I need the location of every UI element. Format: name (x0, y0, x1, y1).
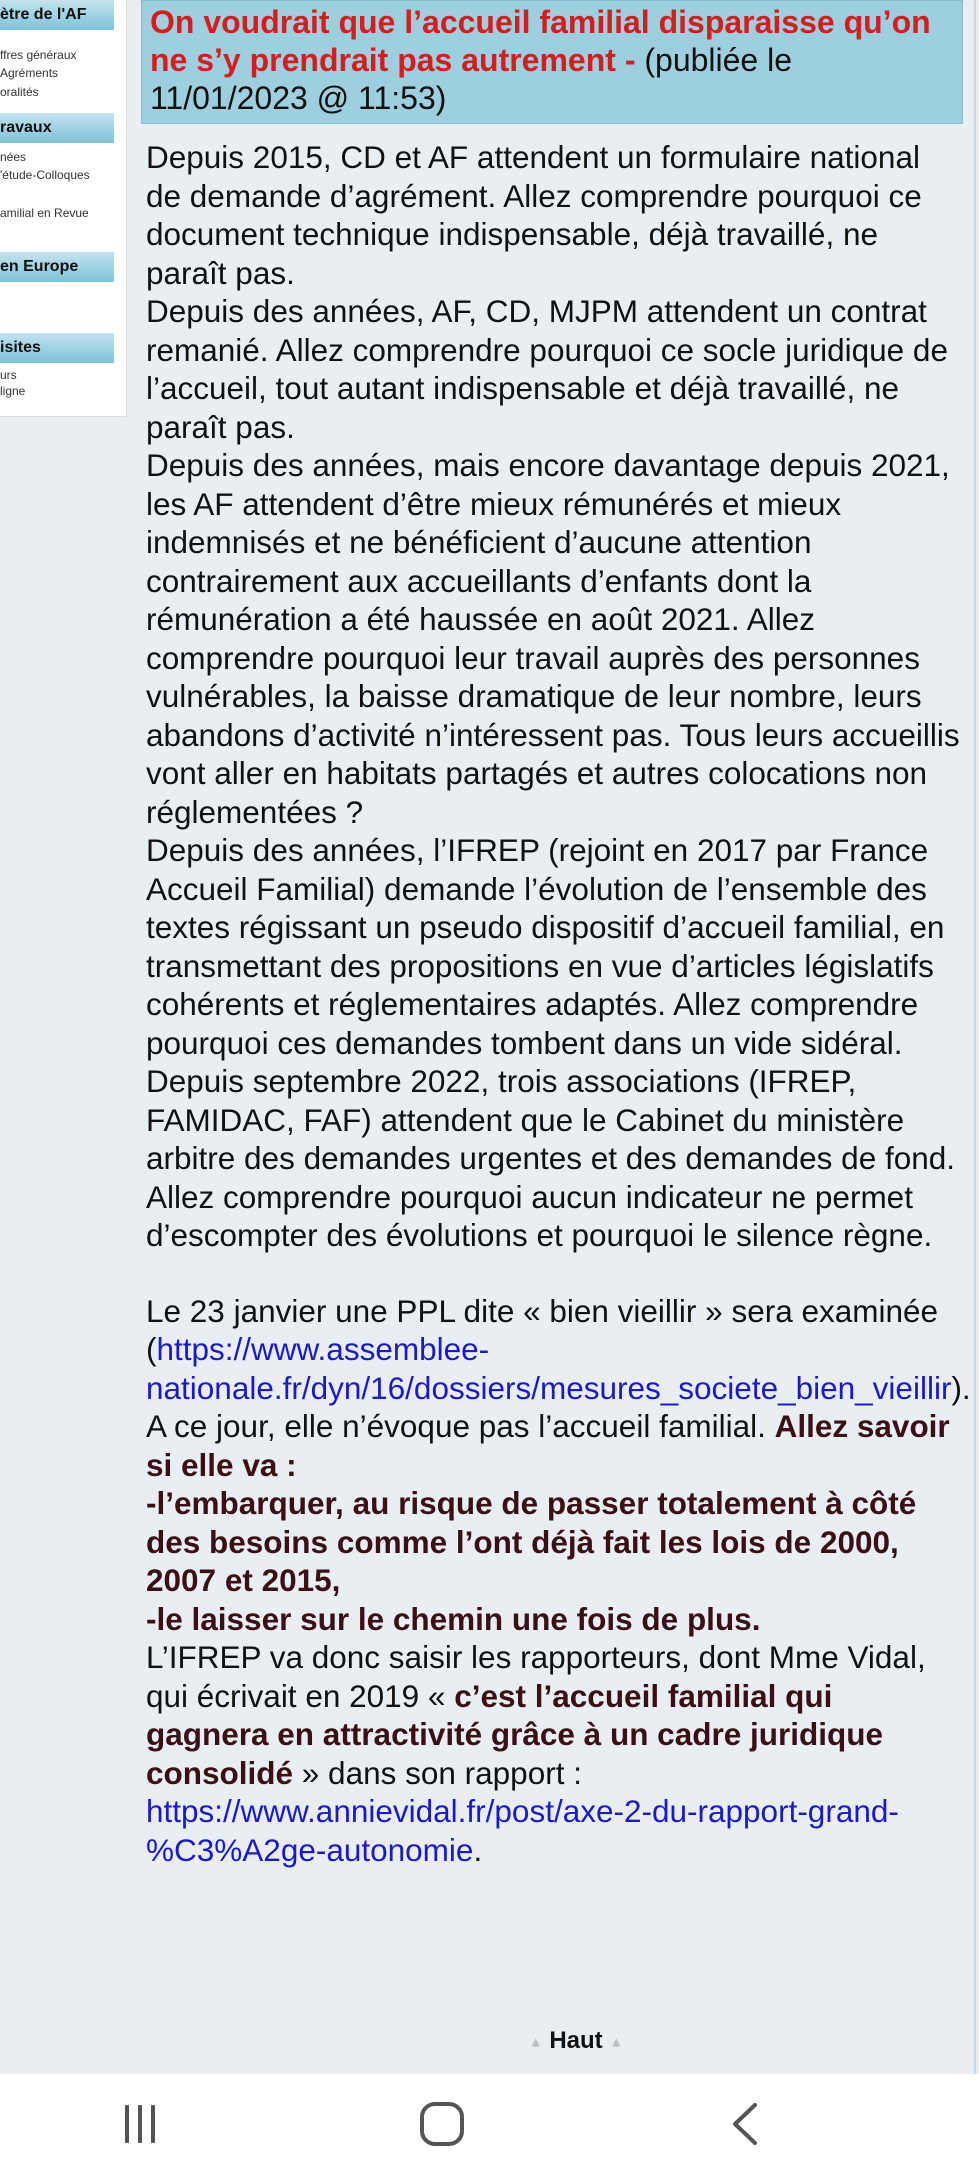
sidebar-section-visites[interactable]: isites (0, 333, 114, 363)
closing-text-after: » dans son rapport : (293, 1754, 582, 1791)
bullet-item: -l’embarquer, au risque de passer totalement à côté des besoins comme l’ont déjà fait les lois de 2000, 2007 et 2015, (146, 1485, 917, 1598)
sidebar-link[interactable]: urs (0, 368, 17, 382)
article-header (141, 0, 963, 124)
recents-icon (118, 2102, 162, 2146)
article (138, 0, 971, 2074)
ppl-paragraph (146, 1292, 971, 1485)
paragraph: Depuis septembre 2022, trois associations (IFREP, FAMIDAC, FAF) attendent que le Cabinet du ministère arbitre des demandes urgentes et des demandes de fond. Allez comprendre pourquoi aucun indicateur ne permet d’escompter des évolutions et pourquoi le silence règne. (146, 1063, 956, 1253)
sidebar-section-europe[interactable]: en Europe (0, 252, 114, 282)
up-arrow-icon: ▲ (609, 2033, 624, 2050)
bullet-item: -le laisser sur le chemin une fois de plus. (146, 1600, 761, 1637)
home-icon (417, 2099, 467, 2149)
title-dash: - (615, 42, 645, 78)
recents-button[interactable] (100, 2074, 180, 2174)
sidebar-link[interactable]: Agréments (0, 66, 59, 80)
back-to-top[interactable] (516, 2026, 636, 2056)
back-to-top-label[interactable]: Haut (549, 2027, 603, 2054)
sidebar (0, 0, 127, 417)
closing-paragraph (146, 1638, 962, 1869)
sidebar-link[interactable]: ligne (0, 384, 26, 398)
sidebar-link[interactable]: nées (0, 150, 27, 164)
vidal-report-link[interactable]: https://www.annievidal.fr/post/axe-2-du-rapport-grand-%C3%A2ge-autonomie (146, 1793, 899, 1868)
home-button[interactable] (400, 2074, 484, 2174)
paragraph: Depuis des années, l’IFREP (rejoint en 2017 par France Accueil Familial) demande l’évolution de l’ensemble des textes régissant un pseudo dispositif d’accueil familial, en transmettant des propositions en vue d’articles législatifs cohérents et réglementaires adaptés. Allez comprendre pourquoi ces demandes tombent dans un vide sidéral. (146, 832, 945, 1061)
paragraph: Depuis 2015, CD et AF attendent un formulaire national de demande d’agrément. Allez comprendre pourquoi ce document technique indispensable, déjà travaillé, ne paraît pas. (146, 139, 922, 291)
ppl-text: Le 23 janvier une PPL dite « bien vieillir » sera examinée ( (146, 1292, 939, 1367)
publish-date: (publiée le 11/01/2023 @ 11:53) (150, 42, 793, 116)
sidebar-section-af[interactable]: ètre de l'AF (0, 0, 114, 30)
ppl-bold: Allez savoir si elle va : (146, 1408, 950, 1483)
vidal-quote: c’est l’accueil familial qui gagnera en attractivité grâce à un cadre juridique consolidé (146, 1677, 883, 1791)
divider (974, 0, 976, 2074)
article-title[interactable]: On voudrait que l’accueil familial disparaisse qu’on ne s’y prendrait pas autrement (150, 4, 931, 78)
up-arrow-icon: ▲ (528, 2033, 543, 2050)
closing-text: L’IFREP va donc saisir les rapporteurs, dont Mme Vidal, qui écrivait en 2019 « (146, 1639, 926, 1714)
closing-end: . (473, 1831, 483, 1868)
paragraph: Depuis des années, mais encore davantage depuis 2021, les AF attendent d’être mieux rémunérés et mieux indemnisés et ne bénéficient d’aucune attention contrairement aux accueillants d’enfants dont la rémunération a été haussée en août 2021. Allez comprendre pourquoi leur travail auprès des personnes vulnérables, la baisse dramatique de leur nombre, leurs abandons d’activité n’intéressent pas. Tous leurs accueillis vont aller en habitats partagés et autres colocations non réglementées ? (146, 447, 960, 830)
sidebar-link[interactable]: ffres généraux (0, 48, 77, 62)
assemblee-link[interactable]: https://www.assemblee-nationale.fr/dyn/16/dossiers/mesures_societe_bien_vieillir (146, 1331, 952, 1406)
back-chevron-icon (723, 2099, 767, 2149)
sidebar-section-travaux[interactable]: ravaux (0, 113, 114, 143)
ppl-text-after: ). A ce jour, elle n’évoque pas l’accueil familial. (146, 1369, 971, 1444)
sidebar-link[interactable]: oralités (0, 85, 39, 99)
sidebar-link[interactable]: amilial en Revue (0, 206, 89, 220)
paragraph: Depuis des années, AF, CD, MJPM attendent un contrat remanié. Allez comprendre pourquoi ce socle juridique de l’accueil, tout autant indispensable et déjà travaillé, ne paraît pas. (146, 293, 948, 445)
article-body (146, 138, 971, 1869)
back-button[interactable] (710, 2074, 780, 2174)
sidebar-link[interactable]: 'étude-Colloques (0, 168, 90, 182)
system-nav-bar (0, 2074, 979, 2174)
